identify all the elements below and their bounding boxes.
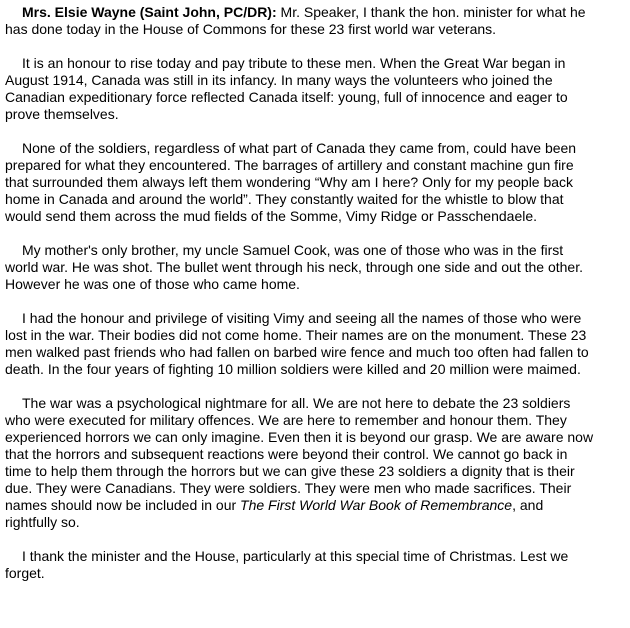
paragraph-speaker-intro <box>5 4 597 38</box>
paragraph-text: I thank the minister and the House, particularly at this special time of Christmas. Lest we forget. <box>5 548 569 581</box>
paragraph-text: It is an honour to rise today and pay tribute to these men. When the Great War began in August 1914, Canada was still in its infancy. In many ways the volunteers who joined the Canadian expeditionary force reflected Canada itself: young, full of innocence and eager to prove themselves. <box>5 55 568 122</box>
paragraph-text: , and rightfully so. <box>5 497 544 530</box>
paragraph-text: My mother's only brother, my uncle Samuel Cook, was one of those who was in the first world war. He was shot. The bullet went through his neck, through one side and out the other. However he was one of those who came home. <box>5 242 583 292</box>
paragraph-vimy <box>5 310 597 378</box>
paragraph-remembrance <box>5 395 597 531</box>
paragraph-soldiers <box>5 140 597 225</box>
paragraph-tribute <box>5 55 597 123</box>
paragraph-text: The war was a psychological nightmare for all. We are not here to debate the 23 soldiers who were executed for military offences. We are here to remember and honour them. They experienced horrors we can only imagine. Even then it is beyond our grasp. We are aware now that the horrors and subsequent reactions were beyond their control. We cannot go back in time to help them through the horrors but we can give these 23 soldiers a dignity that is their due. They were Canadians. They were soldiers. They were men who made sacrifices. Their names should now be included in our <box>5 395 594 513</box>
paragraph-uncle <box>5 242 597 293</box>
paragraph-text: I had the honour and privilege of visiting Vimy and seeing all the names of those who were lost in the war. Their bodies did not come home. Their names are on the monument. These 23 men walked past friends who had fallen on barbed wire fence and much too often had fallen to death. In the four years of fighting 10 million soldiers were killed and 20 million were maimed. <box>5 310 589 377</box>
paragraph-closing <box>5 548 597 582</box>
book-title: The First World War Book of Remembrance <box>240 497 513 513</box>
speaker-name: Mrs. Elsie Wayne (Saint John, PC/DR): <box>22 4 277 20</box>
hansard-statement <box>5 4 597 582</box>
page <box>5 4 625 582</box>
paragraph-text: Mr. Speaker, I thank the hon. minister for what he has done today in the House of Commons for these 23 first world war veterans. <box>5 4 586 37</box>
paragraph-text: None of the soldiers, regardless of what part of Canada they came from, could have been prepared for what they encountered. The barrages of artillery and constant machine gun fire that surrounded them always left them wondering “Why am I here? Only for my people back home in Canada and around the world”. They constantly waited for the whistle to blow that would send them across the mud fields of the Somme, Vimy Ridge or Passchendaele. <box>5 140 577 224</box>
